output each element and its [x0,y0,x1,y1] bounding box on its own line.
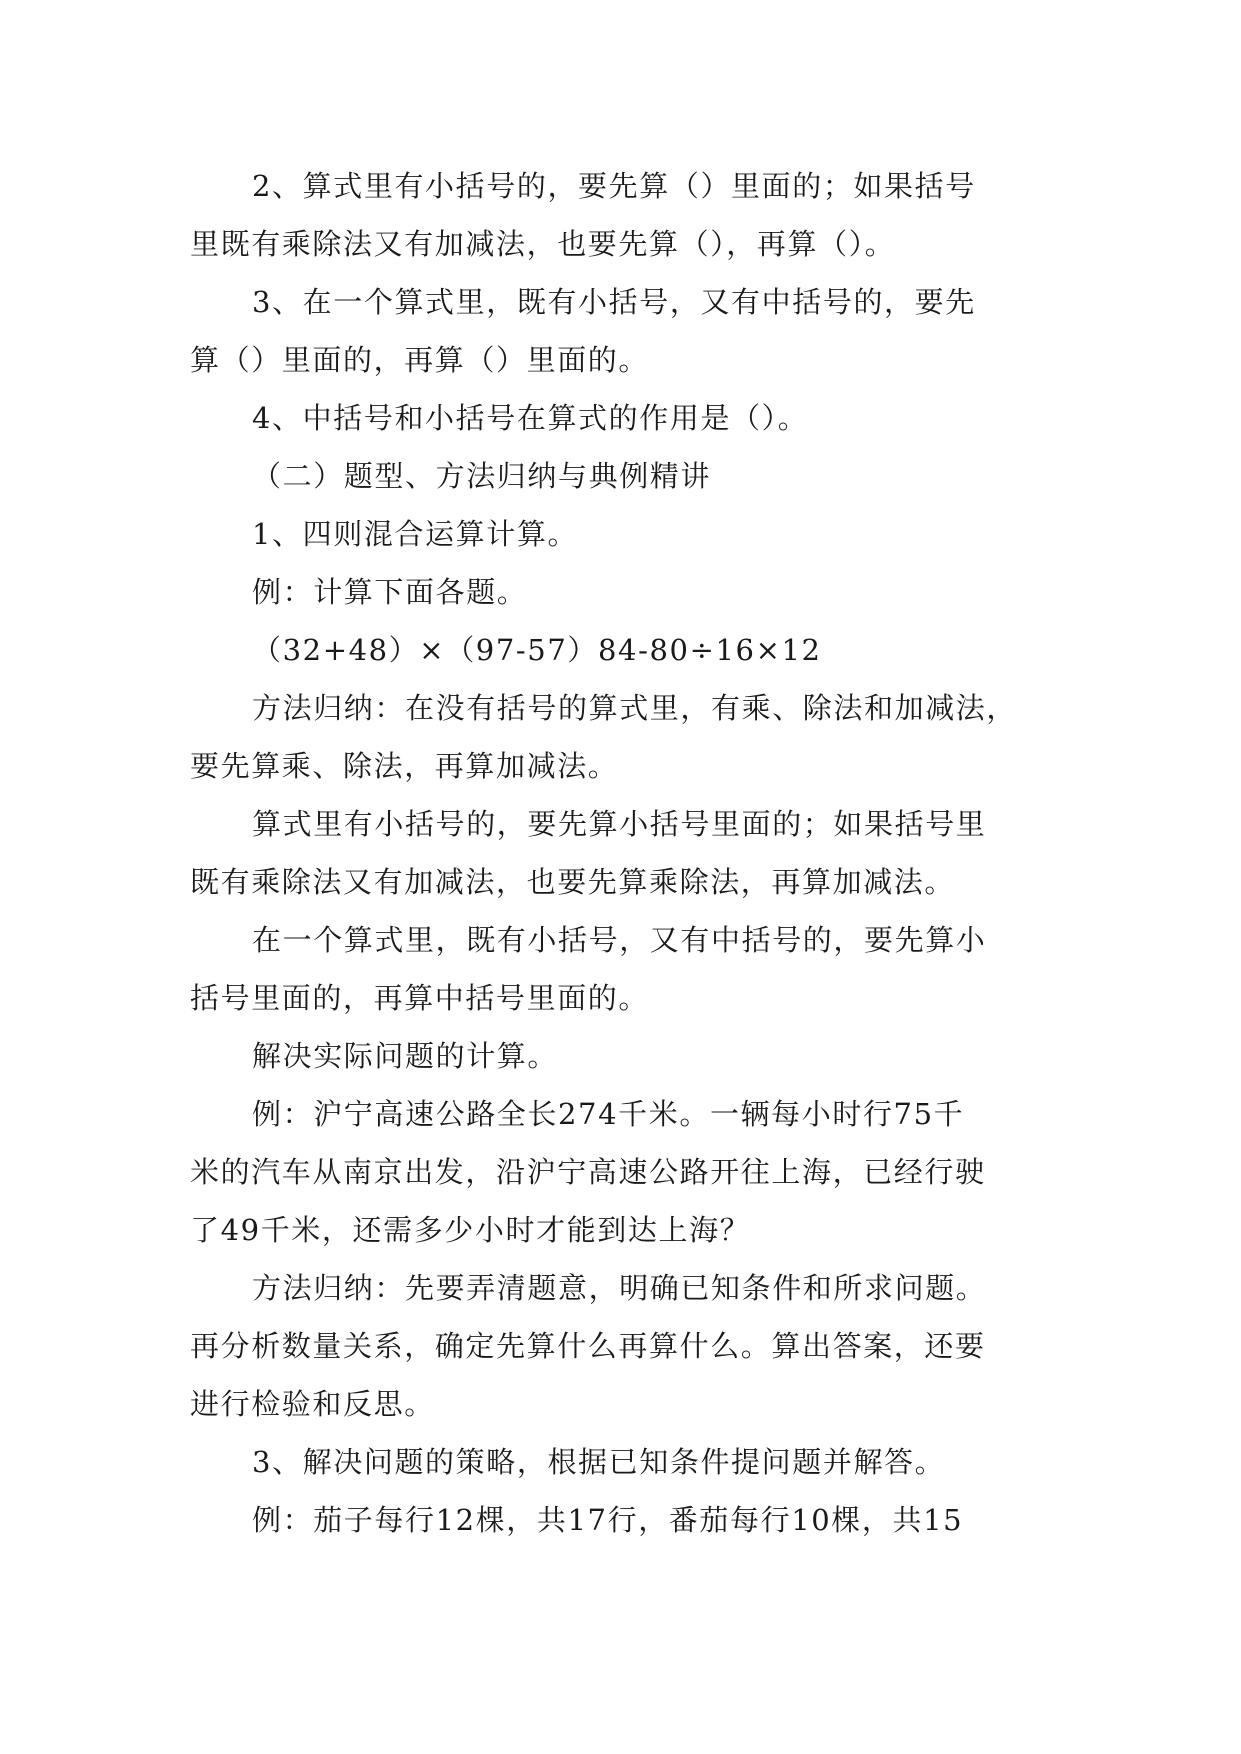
text-line: 方法归纳：先要弄清题意，明确已知条件和所求问题。 [252,1271,987,1305]
text-line: 进行检验和反思。 [190,1387,435,1421]
text-line: 1、四则混合运算计算。 [252,517,579,551]
text-line: 了49千米，还需多少小时才能到达上海？ [190,1213,751,1247]
text-line: 既有乘除法又有加减法，也要先算乘除法，再算加减法。 [190,865,956,899]
text-line: 例：茄子每行12棵，共17行，番茄每行10棵，共15 [252,1503,964,1537]
text-line: 里既有乘除法又有加减法，也要先算（），再算（）。 [190,227,896,261]
text-line: 2、算式里有小括号的，要先算（）里面的；如果括号 [252,169,976,203]
text-line: 方法归纳：在没有括号的算式里，有乘、除法和加减法， [252,691,1018,725]
text-line: 要先算乘、除法，再算加减法。 [190,749,619,783]
text-line: 4、中括号和小括号在算式的作用是（）。 [252,401,809,435]
text-line: 解决实际问题的计算。 [252,1039,559,1073]
math-expression: （32+48）×（97-57）84-80÷16×12 [252,633,822,667]
text-line: 3、在一个算式里，既有小括号，又有中括号的，要先 [252,285,976,319]
section-heading: （二）题型、方法归纳与典例精讲 [252,459,712,493]
text-line: 例：沪宁高速公路全长274千米。一辆每小时行75千 [252,1097,965,1131]
text-line: 3、解决问题的策略，根据已知条件提问题并解答。 [252,1445,946,1479]
text-line: 在一个算式里，既有小括号，又有中括号的，要先算小 [252,923,987,957]
text-line: 算（）里面的，再算（）里面的。 [190,343,650,377]
text-line: 例：计算下面各题。 [252,575,528,609]
text-line: 再分析数量关系，确定先算什么再算什么。算出答案，还要 [190,1329,986,1363]
text-line: 算式里有小括号的，要先算小括号里面的；如果括号里 [252,807,987,841]
text-line: 米的汽车从南京出发，沿沪宁高速公路开往上海，已经行驶 [190,1155,986,1189]
text-line: 括号里面的，再算中括号里面的。 [190,981,650,1015]
